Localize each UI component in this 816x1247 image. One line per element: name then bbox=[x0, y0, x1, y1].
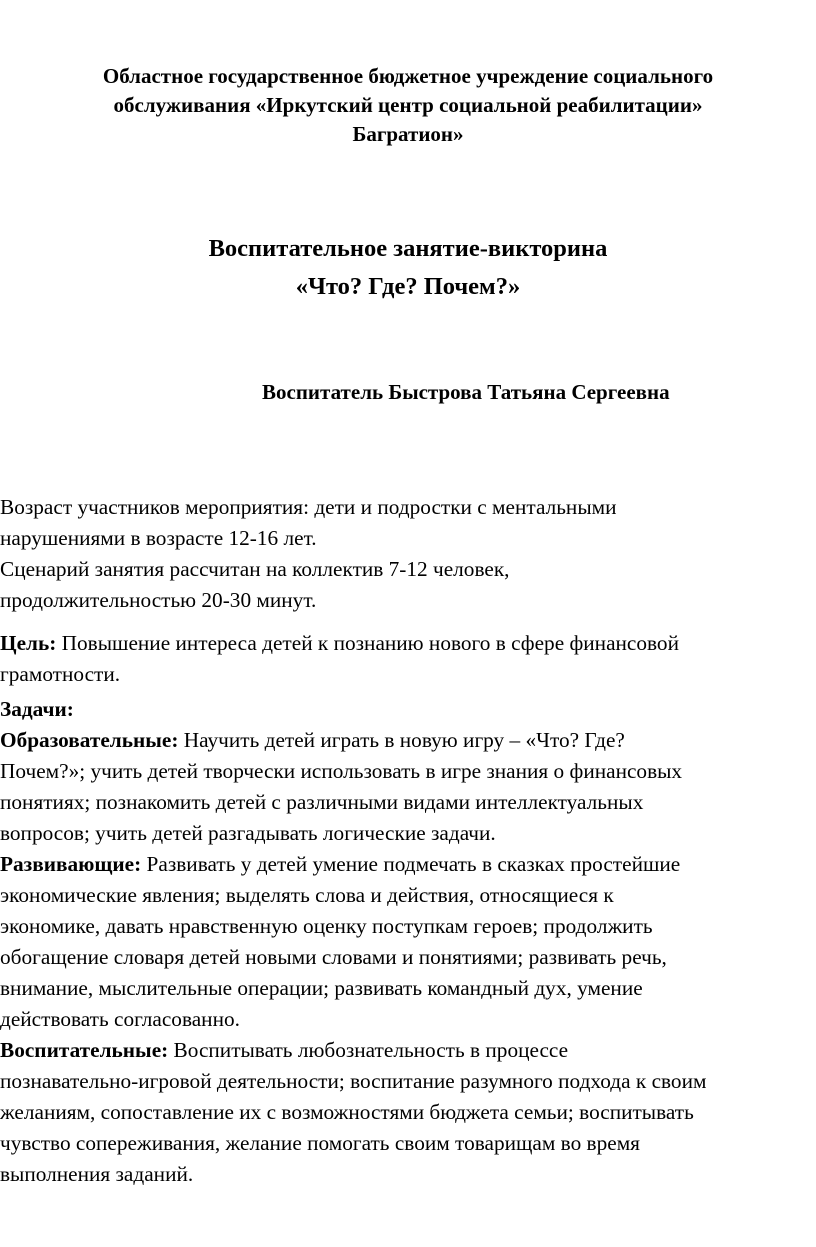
document-body bbox=[0, 492, 816, 1190]
developing-text-4: обогащение словаря детей новыми словами и понятиями; развивать речь, bbox=[0, 945, 667, 969]
developing-text-6: действовать согласованно. bbox=[0, 1007, 240, 1031]
goal-text-2: грамотности. bbox=[0, 662, 121, 686]
developing-tasks bbox=[0, 849, 816, 1035]
educational-text-1: Научить детей играть в новую игру – «Что? Где? bbox=[178, 728, 625, 752]
scenario-line-2: продолжительностью 20-30 минут. bbox=[0, 588, 317, 612]
organization-header bbox=[30, 62, 786, 149]
document-title bbox=[90, 230, 726, 306]
upbringing-text-1: Воспитывать любознательность в процессе bbox=[168, 1038, 569, 1062]
age-paragraph bbox=[0, 492, 816, 554]
age-line-2: нарушениями в возрасте 12-16 лет. bbox=[0, 526, 317, 550]
scenario-paragraph bbox=[0, 554, 816, 616]
goal-label: Цель: bbox=[0, 631, 57, 655]
age-line-1: Возраст участников мероприятия: дети и подростки с ментальными bbox=[0, 495, 617, 519]
org-line-1: Областное государственное бюджетное учреждение социального bbox=[102, 64, 714, 88]
title-line-1: Воспитательное занятие-викторина bbox=[208, 235, 608, 262]
educational-text-4: вопросов; учить детей разгадывать логические задачи. bbox=[0, 821, 496, 845]
upbringing-tasks bbox=[0, 1035, 816, 1190]
author-line: Воспитатель Быстрова Татьяна Сергеевна bbox=[262, 380, 670, 404]
developing-label: Развивающие: bbox=[0, 852, 142, 876]
educational-tasks bbox=[0, 725, 816, 849]
upbringing-label: Воспитательные: bbox=[0, 1038, 169, 1062]
developing-text-1: Развивать у детей умение подмечать в сказках простейшие bbox=[141, 852, 681, 876]
developing-text-3: экономике, давать нравственную оценку поступкам героев; продолжить bbox=[0, 914, 653, 938]
upbringing-text-5: выполнения заданий. bbox=[0, 1162, 194, 1186]
developing-text-2: экономические явления; выделять слова и действия, относящиеся к bbox=[0, 883, 614, 907]
goal-paragraph bbox=[0, 628, 816, 690]
spacer bbox=[0, 616, 816, 628]
developing-text-5: внимание, мыслительные операции; развивать командный дух, умение bbox=[0, 976, 643, 1000]
goal-text-1: Повышение интереса детей к познанию нового в сфере финансовой bbox=[56, 631, 679, 655]
scenario-line-1: Сценарий занятия рассчитан на коллектив 7-12 человек, bbox=[0, 557, 510, 581]
org-line-2: обслуживания «Иркутский центр социальной реабилитации» bbox=[113, 93, 703, 117]
upbringing-text-4: чувство сопереживания, желание помогать своим товарищам во время bbox=[0, 1131, 640, 1155]
educational-label: Образовательные: bbox=[0, 728, 179, 752]
upbringing-text-2: познавательно-игровой деятельности; воспитание разумного подхода к своим bbox=[0, 1069, 707, 1093]
org-line-3: Багратион» bbox=[352, 122, 464, 146]
upbringing-text-3: желаниям, сопоставление их с возможностями бюджета семьи; воспитывать bbox=[0, 1100, 694, 1124]
educational-text-3: понятиях; познакомить детей с различными видами интеллектуальных bbox=[0, 790, 644, 814]
tasks-label: Задачи: bbox=[0, 697, 74, 721]
title-line-2: «Что? Где? Почем?» bbox=[295, 273, 521, 300]
educational-text-2: Почем?»; учить детей творчески использовать в игре знания о финансовых bbox=[0, 759, 683, 783]
